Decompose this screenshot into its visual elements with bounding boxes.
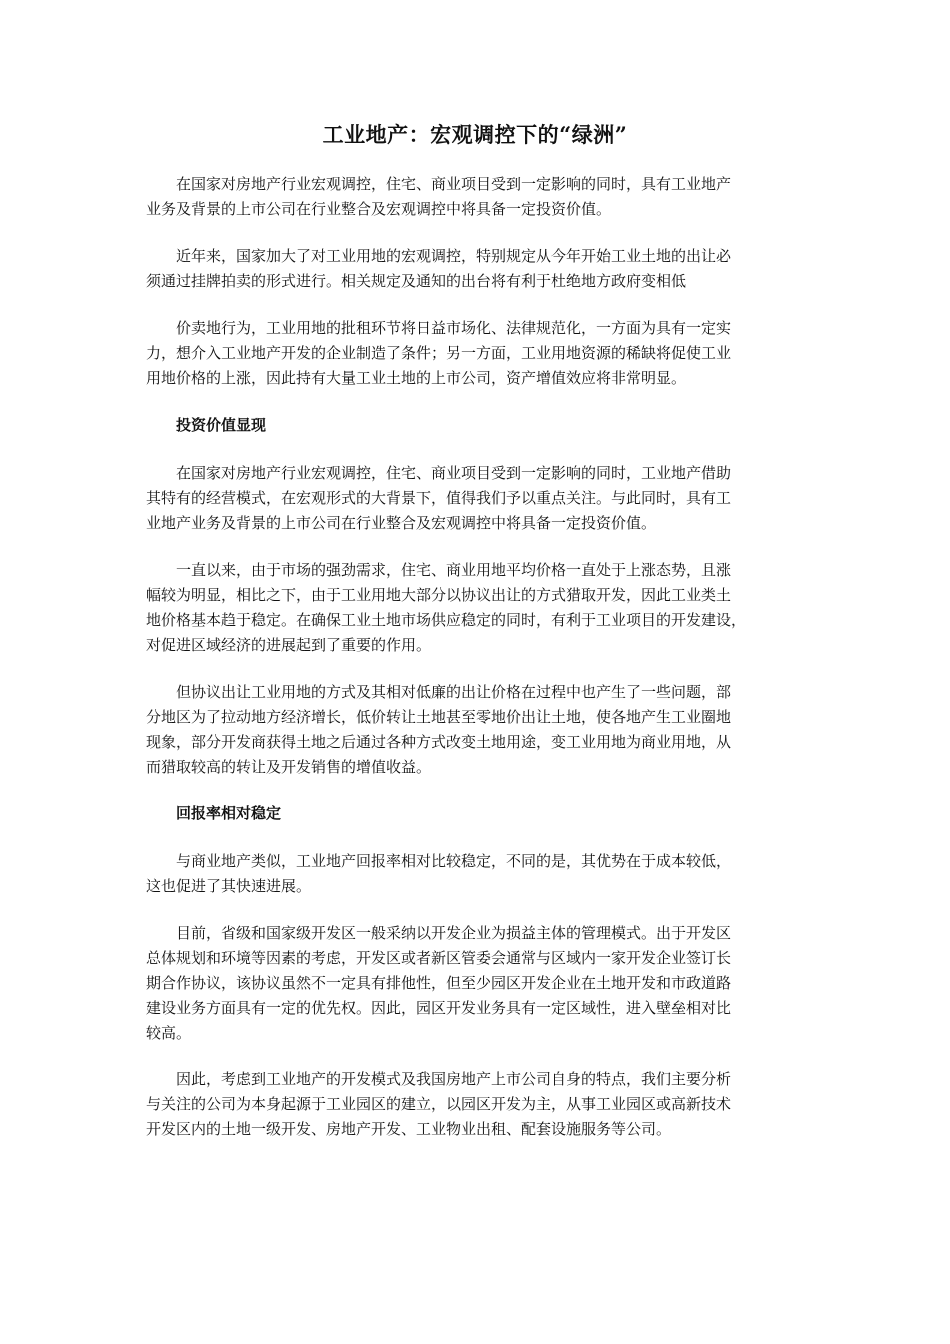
paragraph-line: 开发区内的土地一级开发、房地产开发、工业物业出租、配套设施服务等公司。	[146, 1120, 672, 1138]
paragraph-line: 对促进区域经济的进展起到了重要的作用。	[146, 636, 432, 654]
section-heading-investment-value: 投资价值显现	[176, 416, 267, 434]
paragraph-5	[146, 558, 806, 658]
paragraph-line: 总体规划和环境等因素的考虑，开发区或者新区管委会通常与区域内一家开发企业签订长	[146, 949, 732, 967]
paragraph-4	[146, 461, 806, 536]
paragraph-line: 在国家对房地产行业宏观调控，住宅、商业项目受到一定影响的同时，具有工业地产	[176, 175, 732, 193]
paragraph-line: 价卖地行为，工业用地的批租环节将日益市场化、法律规范化，一方面为具有一定实	[176, 319, 732, 337]
paragraph-line: 期合作协议，该协议虽然不一定具有排他性，但至少园区开发企业在土地开发和市政道路	[146, 974, 732, 992]
paragraph-line: 一直以来，由于市场的强劲需求，住宅、商业用地平均价格一直处于上涨态势，且涨	[176, 561, 732, 579]
paragraph-line: 这也促进了其快速进展。	[146, 877, 312, 895]
paragraph-line: 建设业务方面具有一定的优先权。因此，园区开发业务具有一定区域性，进入壁垒相对比	[146, 999, 732, 1017]
paragraph-line: 业务及背景的上市公司在行业整合及宏观调控中将具备一定投资价值。	[146, 200, 612, 218]
paragraph-line: 较高。	[146, 1024, 192, 1042]
paragraph-line: 用地价格的上涨，因此持有大量工业土地的上市公司，资产增值效应将非常明显。	[146, 369, 687, 387]
paragraph-line: 幅较为明显，相比之下，由于工业用地大部分以协议出让的方式猎取开发，因此工业类土	[146, 586, 732, 604]
paragraph-line: 但协议出让工业用地的方式及其相对低廉的出让价格在过程中也产生了一些问题，部	[176, 683, 732, 701]
paragraph-line: 在国家对房地产行业宏观调控，住宅、商业项目受到一定影响的同时，工业地产借助	[176, 464, 732, 482]
paragraph-line: 须通过挂牌拍卖的形式进行。相关规定及通知的出台将有利于杜绝地方政府变相低	[146, 272, 687, 290]
paragraph-line: 因此，考虑到工业地产的开发模式及我国房地产上市公司自身的特点，我们主要分析	[176, 1070, 732, 1088]
paragraph-line: 业地产业务及背景的上市公司在行业整合及宏观调控中将具备一定投资价值。	[146, 514, 657, 532]
paragraph-line: 近年来，国家加大了对工业用地的宏观调控，特别规定从今年开始工业土地的出让必	[176, 247, 732, 265]
paragraph-line: 力，想介入工业地产开发的企业制造了条件；另一方面，工业用地资源的稀缺将促使工业	[146, 344, 732, 362]
paragraph-line: 与关注的公司为本身起源于工业园区的建立，以园区开发为主，从事工业园区或高新技术	[146, 1095, 732, 1113]
paragraph-line: 地价格基本趋于稳定。在确保工业土地市场供应稳定的同时，有利于工业项目的开发建设，	[146, 611, 747, 629]
paragraph-2	[146, 244, 806, 294]
paragraph-1	[146, 172, 806, 222]
paragraph-line: 与商业地产类似，工业地产回报率相对比较稳定，不同的是，其优势在于成本较低，	[176, 852, 732, 870]
paragraph-line: 其特有的经营模式，在宏观形式的大背景下，值得我们予以重点关注。与此同时，具有工	[146, 489, 732, 507]
paragraph-line: 分地区为了拉动地方经济增长，低价转让土地甚至零地价出让土地，使各地产生工业圈地	[146, 708, 732, 726]
paragraph-6	[146, 680, 806, 780]
paragraph-line: 现象，部分开发商获得土地之后通过各种方式改变土地用途，变工业用地为商业用地，从	[146, 733, 732, 751]
paragraph-7	[146, 849, 806, 899]
paragraph-9	[146, 1067, 806, 1142]
paragraph-line: 而猎取较高的转让及开发销售的增值收益。	[146, 758, 432, 776]
section-heading-stable-return: 回报率相对稳定	[176, 804, 282, 822]
paragraph-8	[146, 921, 806, 1046]
page-title: 工业地产：宏观调控下的“绿洲”	[322, 122, 628, 147]
paragraph-line: 目前，省级和国家级开发区一般采纳以开发企业为损益主体的管理模式。出于开发区	[176, 924, 732, 942]
paragraph-3	[146, 316, 806, 391]
